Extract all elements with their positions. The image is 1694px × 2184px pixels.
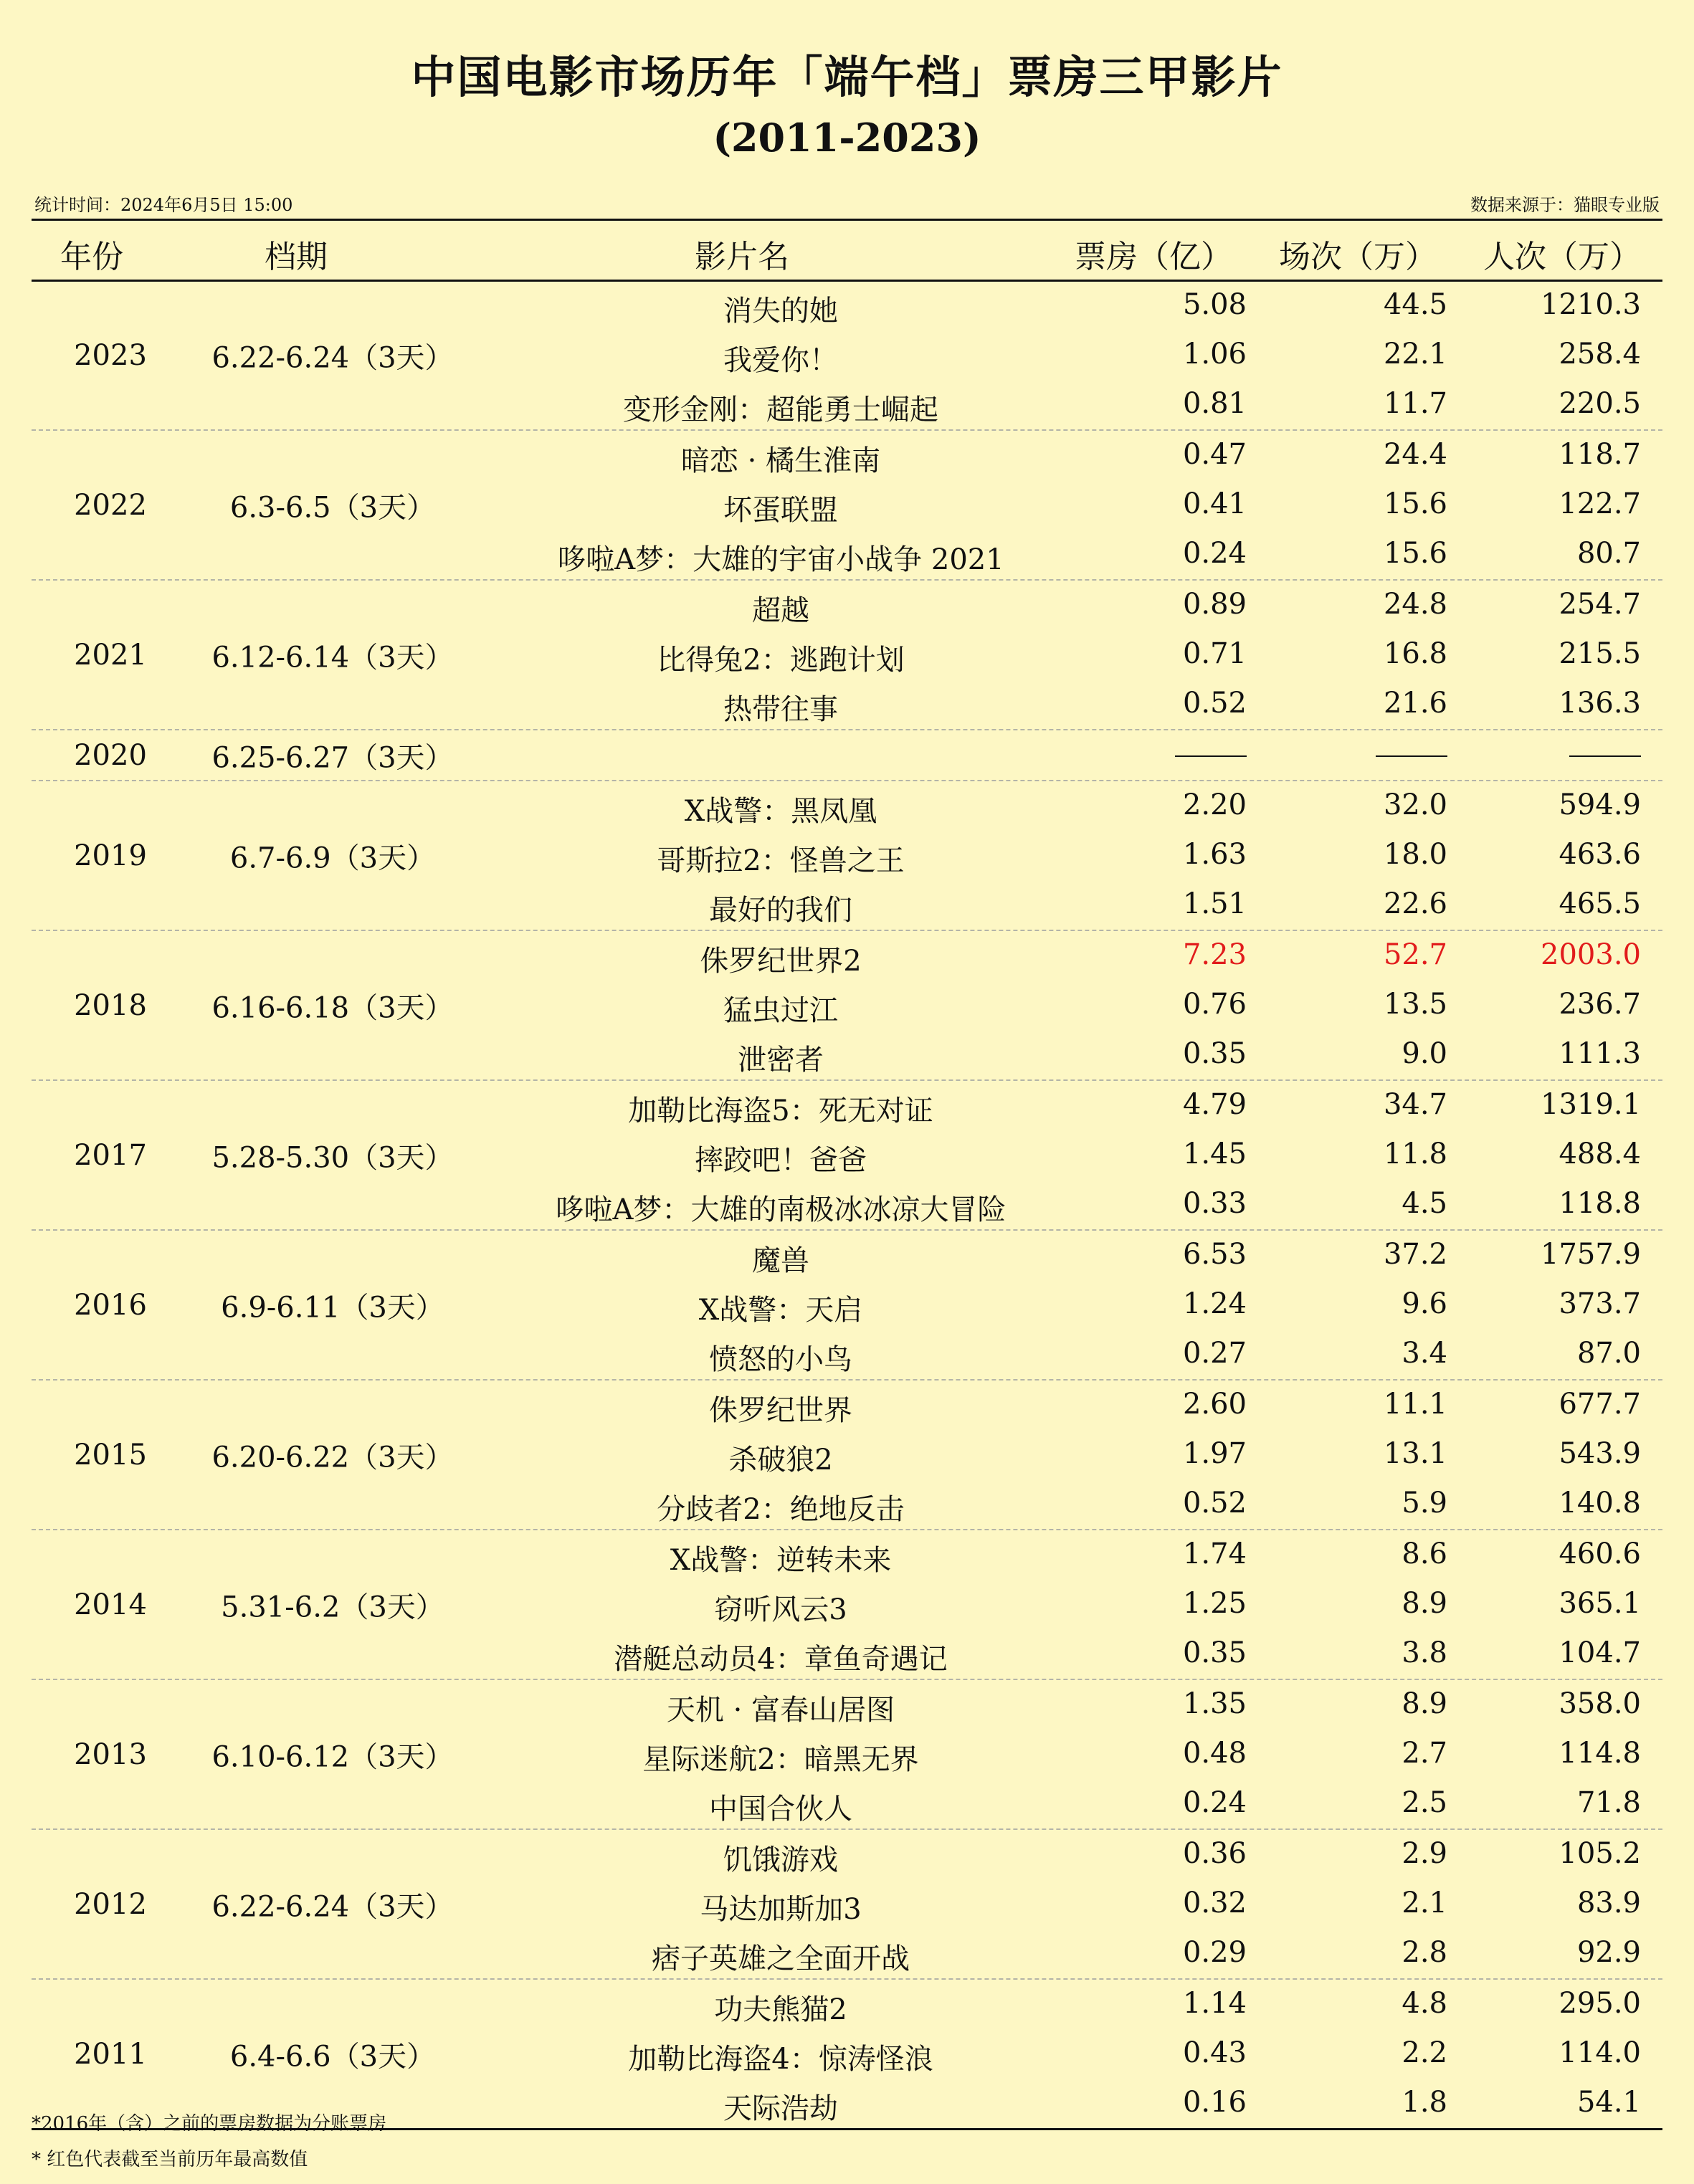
header-box-office: 票房（亿） [1075, 239, 1232, 275]
table-row [32, 380, 1662, 429]
film-name: 侏罗纪世界2 [700, 945, 862, 978]
box-office-value: 4.79 [1182, 1088, 1247, 1121]
admissions-value: 71.8 [1576, 1786, 1641, 1819]
table-header [32, 219, 1662, 282]
admissions-value: 373.7 [1559, 1287, 1641, 1320]
shows-value: 3.4 [1402, 1337, 1447, 1370]
table-row [32, 1381, 1662, 1430]
shows-value: 32.0 [1383, 788, 1447, 821]
group-period: 6.12-6.14（3天） [211, 641, 454, 674]
group-year: 2013 [74, 1737, 147, 1771]
shows-value: 13.1 [1383, 1437, 1447, 1470]
year-group [32, 1830, 1662, 1980]
year-group [32, 1231, 1662, 1381]
table-row [32, 931, 1662, 981]
film-name: 哆啦A梦：大雄的南极冰冰凉大冒险 [555, 1193, 1007, 1226]
table-row [32, 981, 1662, 1030]
shows-value: 3.8 [1402, 1636, 1447, 1669]
film-name: 痞子英雄之全面开战 [652, 1942, 910, 1975]
group-year: 2014 [74, 1588, 147, 1621]
admissions-value: 463.6 [1559, 838, 1641, 871]
shows-value [1376, 738, 1447, 771]
box-office-value: 0.24 [1182, 1786, 1247, 1819]
page-title: 中国电影市场历年「端午档」票房三甲影片 [411, 51, 1283, 103]
admissions-value: 220.5 [1559, 387, 1641, 420]
film-name: 饥饿游戏 [723, 1844, 838, 1877]
group-year: 2017 [74, 1138, 147, 1172]
group-period: 6.3-6.5（3天） [229, 491, 436, 524]
box-office-value: 0.16 [1182, 2086, 1247, 2119]
year-group [32, 1680, 1662, 1830]
admissions-value [1569, 738, 1641, 771]
table-row [32, 1680, 1662, 1730]
group-period: 5.31-6.2（3天） [221, 1591, 444, 1623]
admissions-value: 677.7 [1559, 1388, 1641, 1421]
table-row [32, 1830, 1662, 1879]
table-row [32, 1231, 1662, 1280]
table-row [32, 1929, 1662, 1978]
box-office-value: 0.33 [1182, 1187, 1247, 1220]
box-office-value: 0.24 [1182, 537, 1247, 570]
shows-value: 8.6 [1402, 1537, 1447, 1570]
box-office-value: 1.45 [1182, 1138, 1247, 1170]
stat-time: 统计时间：2024年6月5日 15:00 [34, 195, 293, 215]
table-row [32, 2029, 1662, 2079]
group-period: 6.22-6.24（3天） [211, 341, 454, 374]
box-office-value: 0.35 [1182, 1636, 1247, 1669]
shows-value: 21.6 [1383, 687, 1447, 720]
film-name: X战警：黑凤凰 [684, 795, 877, 828]
admissions-value: 92.9 [1576, 1936, 1641, 1969]
header-period: 档期 [265, 239, 328, 275]
group-period: 6.16-6.18（3天） [211, 991, 454, 1024]
box-office-value: 1.35 [1182, 1687, 1247, 1720]
table-row [32, 1081, 1662, 1130]
table-row [32, 880, 1662, 930]
group-period: 6.10-6.12（3天） [211, 1740, 454, 1773]
group-year: 2022 [74, 488, 147, 522]
admissions-value: 83.9 [1576, 1887, 1641, 1920]
group-period: 6.22-6.24（3天） [211, 1890, 454, 1923]
shows-value: 11.1 [1383, 1388, 1447, 1421]
film-name: 加勒比海盗4：惊涛怪浪 [628, 2043, 933, 2076]
table-row [32, 1580, 1662, 1629]
table-row [32, 1479, 1662, 1529]
box-office-value: 7.23 [1182, 938, 1247, 971]
admissions-value: 104.7 [1559, 1636, 1641, 1669]
film-name: 星际迷航2：暗黑无界 [642, 1743, 919, 1776]
film-name: 热带往事 [723, 693, 838, 726]
admissions-value: 1757.9 [1541, 1238, 1641, 1271]
table-row [32, 581, 1662, 630]
group-year: 2021 [74, 638, 147, 672]
film-name: X战警：天启 [698, 1294, 863, 1327]
film-name: 加勒比海盗5：死无对证 [628, 1095, 933, 1127]
admissions-value: 80.7 [1576, 537, 1641, 570]
box-office-value: 0.35 [1182, 1037, 1247, 1070]
table-row [32, 1180, 1662, 1229]
shows-value: 13.5 [1383, 988, 1447, 1021]
film-name: 猛虫过江 [723, 994, 838, 1027]
film-name: 我爱你！ [723, 344, 838, 377]
shows-value: 8.9 [1402, 1687, 1447, 1720]
group-year: 2012 [74, 1887, 147, 1921]
admissions-value: 2003.0 [1541, 938, 1641, 971]
admissions-value: 1319.1 [1541, 1088, 1641, 1121]
shows-value: 2.8 [1402, 1936, 1447, 1969]
film-name: 暗恋 · 橘生淮南 [680, 444, 881, 477]
film-name: 天际浩劫 [723, 2092, 838, 2125]
table-row [32, 730, 1662, 780]
year-group [32, 1081, 1662, 1231]
table-row [32, 1430, 1662, 1479]
shows-value: 5.9 [1402, 1487, 1447, 1520]
film-name: 窃听风云3 [714, 1593, 847, 1626]
table-row [32, 1879, 1662, 1929]
shows-value: 22.1 [1383, 338, 1447, 371]
box-office-value [1175, 738, 1247, 771]
admissions-value: 54.1 [1576, 2086, 1641, 2119]
film-name: 摔跤吧！爸爸 [695, 1144, 867, 1177]
shows-value: 18.0 [1383, 838, 1447, 871]
header-admissions: 人次（万） [1483, 239, 1641, 275]
shows-value: 11.8 [1383, 1138, 1447, 1170]
shows-value: 24.4 [1383, 438, 1447, 471]
admissions-value: 295.0 [1559, 1987, 1641, 2020]
group-period: 5.28-5.30（3天） [211, 1141, 454, 1174]
table-body [32, 281, 1662, 2130]
shows-value: 15.6 [1383, 487, 1447, 520]
box-office-value: 1.74 [1182, 1537, 1247, 1570]
table-row [32, 431, 1662, 480]
footnote-red-highlight: * 红色代表截至当前历年最高数值 [32, 2149, 308, 2170]
box-office-value: 1.06 [1182, 338, 1247, 371]
shows-value: 15.6 [1383, 537, 1447, 570]
film-name: 分歧者2：绝地反击 [657, 1493, 905, 1526]
film-name: 哆啦A梦：大雄的宇宙小战争 2021 [557, 543, 1004, 576]
box-office-value: 0.36 [1182, 1837, 1247, 1870]
year-group [32, 931, 1662, 1081]
year-group [32, 431, 1662, 581]
admissions-value: 136.3 [1559, 687, 1641, 720]
film-name: 侏罗纪世界 [709, 1394, 852, 1427]
year-group [32, 781, 1662, 931]
table-row [32, 281, 1662, 330]
group-year: 2018 [74, 988, 147, 1022]
box-office-value: 2.60 [1182, 1388, 1247, 1421]
shows-value: 34.7 [1383, 1088, 1447, 1121]
film-name: 哥斯拉2：怪兽之王 [657, 844, 905, 877]
shows-value: 2.5 [1402, 1786, 1447, 1819]
admissions-value: 254.7 [1559, 588, 1641, 621]
group-year: 2011 [74, 2037, 147, 2071]
no-data-dash [1376, 755, 1447, 757]
table-row [32, 1530, 1662, 1580]
table-row [32, 1779, 1662, 1828]
admissions-value: 118.8 [1559, 1187, 1641, 1220]
table-row [32, 679, 1662, 729]
admissions-value: 543.9 [1559, 1437, 1641, 1470]
film-name: 泄密者 [738, 1044, 824, 1077]
admissions-value: 236.7 [1559, 988, 1641, 1021]
header-shows: 场次（万） [1279, 239, 1437, 275]
box-office-value: 1.24 [1182, 1287, 1247, 1320]
box-office-value: 1.25 [1182, 1587, 1247, 1620]
box-office-value: 0.48 [1182, 1737, 1247, 1770]
shows-value: 16.8 [1383, 637, 1447, 670]
admissions-value: 258.4 [1559, 338, 1641, 371]
admissions-value: 465.5 [1559, 887, 1641, 920]
page-subtitle: (2011-2023) [713, 115, 981, 161]
film-name: 魔兽 [752, 1244, 809, 1277]
group-period: 6.25-6.27（3天） [211, 741, 454, 774]
shows-value: 9.6 [1402, 1287, 1447, 1320]
table-row [32, 1030, 1662, 1079]
shows-value: 37.2 [1383, 1238, 1447, 1271]
admissions-value: 118.7 [1559, 438, 1641, 471]
shows-value: 4.5 [1402, 1187, 1447, 1220]
box-office-value: 0.81 [1182, 387, 1247, 420]
shows-value: 52.7 [1383, 938, 1447, 971]
year-group [32, 581, 1662, 730]
year-group [32, 1980, 1662, 2130]
table-row [32, 480, 1662, 530]
box-office-value: 0.47 [1182, 438, 1247, 471]
year-group [32, 281, 1662, 431]
shows-value: 9.0 [1402, 1037, 1447, 1070]
box-office-value: 0.32 [1182, 1887, 1247, 1920]
film-name: 功夫熊猫2 [714, 1993, 847, 2026]
film-name: 潜艇总动员4：章鱼奇遇记 [614, 1643, 948, 1676]
table-row [32, 831, 1662, 880]
box-office-value: 0.27 [1182, 1337, 1247, 1370]
year-group [32, 1381, 1662, 1530]
admissions-value: 460.6 [1559, 1537, 1641, 1570]
table-row [32, 781, 1662, 831]
table-row [32, 1730, 1662, 1779]
film-name: 杀破狼2 [728, 1444, 833, 1477]
table-row [32, 1280, 1662, 1330]
group-period: 6.9-6.11（3天） [221, 1291, 444, 1324]
shows-value: 44.5 [1383, 288, 1447, 321]
admissions-value: 1210.3 [1541, 288, 1641, 321]
group-period: 6.4-6.6（3天） [229, 2040, 436, 2073]
box-office-value: 0.52 [1182, 1487, 1247, 1520]
table-row [32, 1330, 1662, 1379]
film-name: X战警：逆转未来 [670, 1544, 892, 1577]
box-office-value: 1.51 [1182, 887, 1247, 920]
film-name: 马达加斯加3 [700, 1893, 862, 1926]
shows-value: 8.9 [1402, 1587, 1447, 1620]
shows-value: 1.8 [1402, 2086, 1447, 2119]
table-row [32, 1130, 1662, 1180]
box-office-value: 6.53 [1182, 1238, 1247, 1271]
group-year: 2019 [74, 839, 147, 872]
admissions-value: 87.0 [1576, 1337, 1641, 1370]
header-year: 年份 [60, 239, 123, 275]
data-source: 数据来源于：猫眼专业版 [1470, 195, 1660, 215]
admissions-value: 114.8 [1559, 1737, 1641, 1770]
group-period: 6.20-6.22（3天） [211, 1441, 454, 1474]
table-row [32, 330, 1662, 380]
film-name: 坏蛋联盟 [723, 494, 838, 527]
admissions-value: 594.9 [1559, 788, 1641, 821]
table-row [32, 1629, 1662, 1679]
admissions-value: 215.5 [1559, 637, 1641, 670]
header-film: 影片名 [695, 239, 789, 275]
admissions-value: 114.0 [1559, 2036, 1641, 2069]
film-name: 消失的她 [723, 295, 838, 328]
box-office-value: 0.89 [1182, 588, 1247, 621]
box-office-value: 1.14 [1182, 1987, 1247, 2020]
film-name: 超越 [752, 594, 809, 627]
box-office-value: 0.29 [1182, 1936, 1247, 1969]
shows-value: 11.7 [1383, 387, 1447, 420]
box-office-value: 0.43 [1182, 2036, 1247, 2069]
group-year: 2023 [74, 338, 147, 372]
year-group [32, 1530, 1662, 1680]
box-office-value: 0.71 [1182, 637, 1247, 670]
admissions-value: 488.4 [1559, 1138, 1641, 1170]
no-data-dash [1175, 755, 1247, 757]
box-office-value: 2.20 [1182, 788, 1247, 821]
film-name: 中国合伙人 [709, 1793, 852, 1826]
admissions-value: 111.3 [1559, 1037, 1641, 1070]
shows-value: 2.9 [1402, 1837, 1447, 1870]
admissions-value: 358.0 [1559, 1687, 1641, 1720]
group-year: 2015 [74, 1438, 147, 1472]
shows-value: 2.1 [1402, 1887, 1447, 1920]
table-row [32, 630, 1662, 679]
admissions-value: 140.8 [1559, 1487, 1641, 1520]
table-row [32, 530, 1662, 579]
film-name: 最好的我们 [709, 894, 852, 927]
box-office-value: 5.08 [1182, 288, 1247, 321]
box-office-value: 1.63 [1182, 838, 1247, 871]
box-office-value: 0.76 [1182, 988, 1247, 1021]
box-office-value: 0.41 [1182, 487, 1247, 520]
box-office-value: 1.97 [1182, 1437, 1247, 1470]
shows-value: 2.2 [1402, 2036, 1447, 2069]
group-year: 2020 [74, 738, 147, 772]
shows-value: 22.6 [1383, 887, 1447, 920]
film-name: 愤怒的小鸟 [709, 1343, 852, 1376]
box-office-value: 0.52 [1182, 687, 1247, 720]
year-group [32, 730, 1662, 781]
film-name: 天机 · 富春山居图 [666, 1694, 895, 1727]
shows-value: 4.8 [1402, 1987, 1447, 2020]
table-row [32, 1980, 1662, 2029]
no-data-dash [1569, 755, 1641, 757]
footnote-split-box-office: *2016年（含）之前的票房数据为分账票房 [32, 2113, 387, 2135]
shows-value: 24.8 [1383, 588, 1447, 621]
admissions-value: 105.2 [1559, 1837, 1641, 1870]
admissions-value: 365.1 [1559, 1587, 1641, 1620]
admissions-value: 122.7 [1559, 487, 1641, 520]
shows-value: 2.7 [1402, 1737, 1447, 1770]
film-name: 变形金刚：超能勇士崛起 [623, 394, 938, 426]
group-year: 2016 [74, 1288, 147, 1322]
film-name: 比得兔2：逃跑计划 [657, 644, 905, 677]
group-period: 6.7-6.9（3天） [229, 841, 436, 874]
